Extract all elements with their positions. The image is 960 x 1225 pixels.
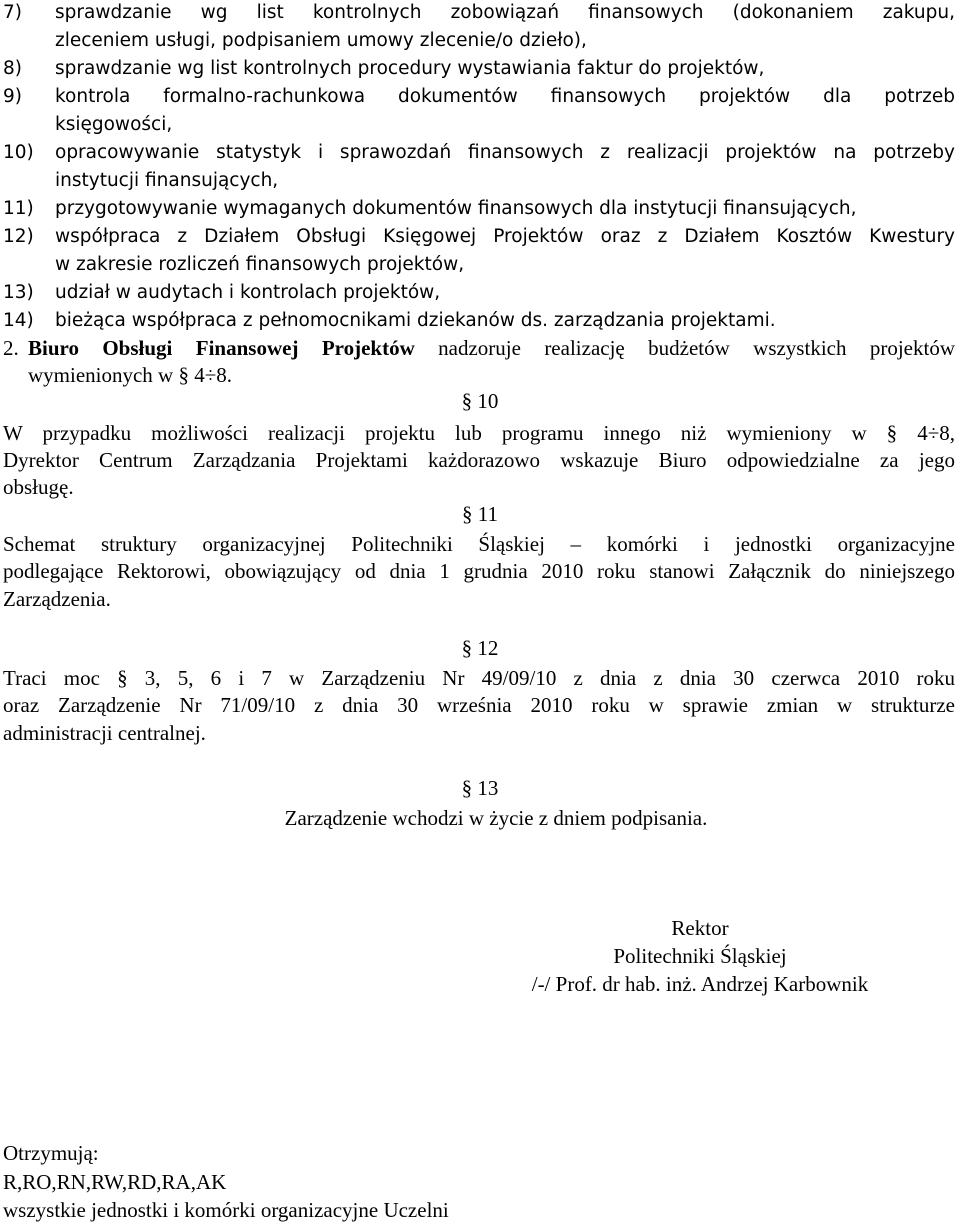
section-10-line: W przypadku możliwości realizacji projektu lub programu innego niż wymieniony w § 4÷8,	[3, 421, 955, 445]
list-item-text: zleceniem usługi, podpisaniem umowy zlecenie/o dzieło),	[55, 30, 587, 51]
list-number: 14)	[3, 310, 34, 331]
list-number: 8)	[3, 58, 22, 79]
section-13-heading: § 13	[461, 776, 499, 800]
recipients-units: wszystkie jednostki i komórki organizacyjne Uczelni	[3, 1198, 449, 1222]
list-item-text: kontrola formalno-rachunkowa dokumentów finansowych projektów dla potrzeb	[55, 86, 955, 107]
list-number: 13)	[3, 282, 34, 303]
list-item-text: księgowości,	[55, 114, 173, 135]
bureau-name: Biuro Obsługi Finansowej Projektów	[28, 336, 415, 360]
point-2-line	[28, 335, 955, 361]
list-number: 7)	[3, 2, 22, 23]
signature-title: Rektor	[671, 916, 729, 940]
point-2-text: nadzoruje realizację budżetów wszystkich projektów	[438, 336, 956, 360]
list-item-text: sprawdzanie wg list kontrolnych procedury wystawiania faktur do projektów,	[55, 58, 765, 79]
section-12-line: oraz Zarządzenie Nr 71/09/10 z dnia 30 września 2010 roku w sprawie zmian w strukturze	[3, 693, 955, 717]
list-item-text: współpraca z Działem Obsługi Księgowej Projektów oraz z Działem Kosztów Kwestury	[55, 226, 955, 247]
list-number: 12)	[3, 226, 34, 247]
section-12-line: Traci moc § 3, 5, 6 i 7 w Zarządzeniu Nr 49/09/10 z dnia z dnia 30 czerwca 2010 roku	[3, 666, 955, 690]
list-item-7	[3, 0, 55, 26]
list-item-text: bieżąca współpraca z pełnomocnikami dziekanów ds. zarządzania projektami.	[55, 310, 776, 331]
list-item-text: instytucji finansujących,	[55, 170, 279, 191]
list-number: 9)	[3, 86, 22, 107]
section-11-line: podlegające Rektorowi, obowiązujący od dnia 1 grudnia 2010 roku stanowi Załącznik do niniejszego	[3, 559, 955, 583]
point-2-text-line2: wymienionych w § 4÷8.	[28, 363, 233, 387]
list-item-text: przygotowywanie wymaganych dokumentów finansowych dla instytucji finansujących,	[55, 198, 857, 219]
section-12-line: administracji centralnej.	[3, 721, 206, 745]
section-11-line: Schemat struktury organizacyjnej Politechniki Śląskiej – komórki i jednostki organizacyjne	[3, 532, 955, 556]
section-10-line: obsługę.	[3, 475, 74, 499]
section-10-line: Dyrektor Centrum Zarządzania Projektami każdorazowo wskazuje Biuro odpowiedzialne za jego	[3, 448, 955, 472]
list-item-text: udział w audytach i kontrolach projektów,	[55, 282, 441, 303]
section-11-line: Zarządzenia.	[3, 587, 111, 611]
list-item-text: opracowywanie statystyk i sprawozdań finansowych z realizacji projektów na potrzeby	[55, 142, 955, 163]
list-item-text: sprawdzanie wg list kontrolnych zobowiązań finansowych (dokonaniem zakupu,	[55, 2, 955, 23]
list-number: 11)	[3, 198, 34, 219]
list-item-text: w zakresie rozliczeń finansowych projektów,	[55, 254, 465, 275]
section-13-text: Zarządzenie wchodzi w życie z dniem podpisania.	[284, 806, 708, 830]
section-11-heading: § 11	[462, 502, 498, 526]
section-10-heading: § 10	[461, 389, 499, 413]
recipients-codes: R,RO,RN,RW,RD,RA,AK	[3, 1170, 227, 1194]
signature-institution: Politechniki Śląskiej	[613, 944, 787, 968]
point-number: 2.	[3, 336, 19, 360]
recipients-label: Otrzymują:	[3, 1141, 99, 1165]
section-12-heading: § 12	[461, 636, 499, 660]
signature-name: /-/ Prof. dr hab. inż. Andrzej Karbownik	[531, 972, 869, 996]
list-number: 10)	[3, 142, 34, 163]
